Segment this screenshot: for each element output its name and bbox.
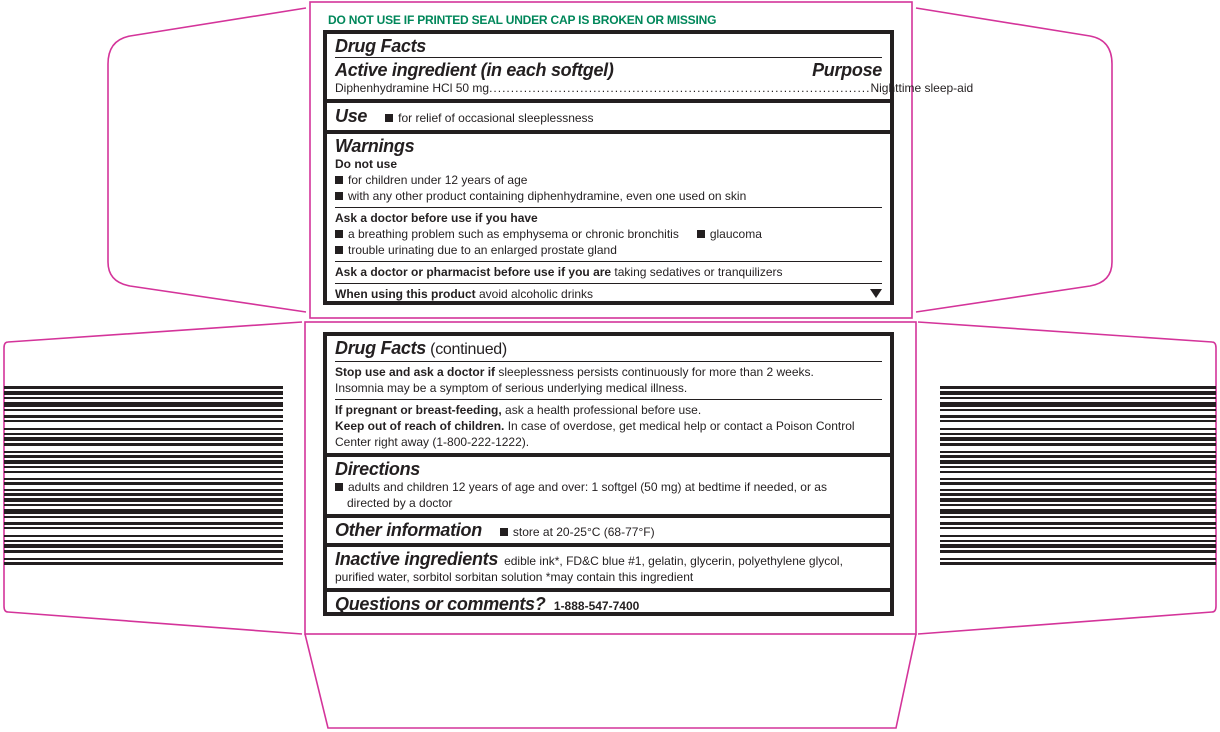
stripe [940, 415, 1216, 418]
bullet-icon [335, 192, 343, 200]
stripe [4, 516, 283, 518]
stripe [4, 420, 283, 422]
stripe [4, 437, 283, 441]
ask-doctor-item: glaucoma [709, 227, 762, 241]
stripe [4, 482, 283, 485]
bullet-icon [335, 230, 343, 238]
warnings-heading: Warnings [335, 136, 415, 156]
continued-label: (continued) [426, 341, 507, 358]
stripe [940, 489, 1216, 491]
stripe [940, 522, 1216, 525]
storage-text: store at 20-25°C (68-77°F) [512, 525, 655, 539]
stripe [940, 397, 1216, 399]
stripe [940, 409, 1216, 411]
stripe [940, 478, 1216, 480]
stripe [4, 433, 283, 435]
bullet-icon [385, 114, 393, 122]
stripe [4, 391, 283, 395]
stripe [4, 558, 283, 560]
stripe [4, 397, 283, 399]
stripe [940, 471, 1216, 473]
phone-number: 1-888-547-7400 [553, 599, 640, 613]
stripe [4, 443, 283, 446]
pregnant-text: ask a health professional before use. [501, 403, 702, 417]
use-heading: Use [335, 106, 368, 126]
stripe [4, 489, 283, 491]
stripe [940, 516, 1216, 518]
stripe [4, 562, 283, 565]
stripe [4, 493, 283, 496]
when-using-text: avoid alcoholic drinks [475, 287, 594, 301]
keep-out-heading: Keep out of reach of children. [335, 419, 505, 433]
ask-pharmacist-text: taking sedatives or tranquilizers [611, 265, 783, 279]
inactive-ingredients-text-2: purified water, sorbitol sorbitan solution *may contain this ingredient [335, 570, 694, 584]
barcode-stripes-left [4, 386, 283, 565]
purpose-heading: Purpose [812, 60, 882, 80]
stop-use-heading: Stop use and ask a doctor if [335, 365, 496, 379]
stripe [4, 527, 283, 529]
stripe [940, 540, 1216, 542]
seal-warning: DO NOT USE IF PRINTED SEAL UNDER CAP IS BROKEN OR MISSING [328, 13, 717, 27]
stripe [4, 498, 283, 502]
inactive-ingredients-text: edible ink*, FD&C blue #1, gelatin, glycerin, polyethylene glycol, [504, 554, 843, 568]
stripe [940, 402, 1216, 407]
ask-doctor-heading: Ask a doctor before use if you have [335, 211, 538, 225]
stripe [4, 466, 283, 468]
stripe [4, 386, 283, 389]
questions-heading: Questions or comments? [335, 594, 546, 614]
bullet-icon [335, 246, 343, 254]
active-ingredient: Diphenhydramine HCl 50 mg [335, 81, 490, 95]
stripe [940, 550, 1216, 553]
directions-heading: Directions [335, 459, 421, 479]
stripe [940, 460, 1216, 464]
stripe [4, 544, 283, 548]
stripe [940, 482, 1216, 485]
bullet-icon [500, 528, 508, 536]
stripe [940, 386, 1216, 389]
stripe [4, 550, 283, 553]
other-information-heading: Other information [335, 520, 482, 540]
stripe [4, 478, 283, 480]
stripe [4, 522, 283, 525]
stripe [940, 498, 1216, 502]
do-not-use-heading: Do not use [335, 157, 397, 171]
bullet-icon [335, 483, 343, 491]
stripe [940, 544, 1216, 548]
stripe [4, 471, 283, 473]
bullet-icon [697, 230, 705, 238]
keep-out-text: In case of overdose, get medical help or contact a Poison Control [504, 419, 855, 433]
stripe [4, 460, 283, 464]
leader-dots: ........................................................................................ [489, 81, 871, 95]
stripe [940, 527, 1216, 529]
do-not-use-item: with any other product containing diphenhydramine, even one used on skin [348, 189, 747, 203]
stripe [940, 433, 1216, 435]
purpose-text: Nighttime sleep-aid [870, 81, 974, 95]
stripe [940, 558, 1216, 560]
stripe [4, 409, 283, 411]
barcode-stripes-right [940, 386, 1216, 565]
stripe [4, 451, 283, 453]
stripe [940, 466, 1216, 468]
stripe [940, 455, 1216, 458]
drug-facts-continued-panel [323, 332, 894, 616]
stripe [4, 535, 283, 537]
stripe [940, 428, 1216, 430]
drug-facts-title: Drug Facts [335, 338, 427, 358]
ask-doctor-item: a breathing problem such as emphysema or chronic bronchitis [348, 227, 679, 241]
poison-control-text: Center right away (1-800-222-1222). [335, 435, 530, 449]
do-not-use-item: for children under 12 years of age [348, 173, 528, 187]
when-using-heading: When using this product [335, 287, 476, 301]
drug-facts-title: Drug Facts [335, 36, 427, 56]
stop-use-text-2: Insomnia may be a symptom of serious underlying medical illness. [335, 381, 688, 395]
stripe [4, 509, 283, 514]
stripe [4, 402, 283, 407]
stop-use-text: sleeplessness persists continuously for more than 2 weeks. [495, 365, 814, 379]
pregnant-heading: If pregnant or breast-feeding, [335, 403, 502, 417]
stripe [940, 509, 1216, 514]
stripe [940, 420, 1216, 422]
stripe [4, 455, 283, 458]
ask-pharmacist-heading: Ask a doctor or pharmacist before use if you are [335, 265, 612, 279]
inactive-ingredients-heading: Inactive ingredients [335, 549, 499, 569]
drug-facts-panel [323, 30, 974, 305]
directions-text: adults and children 12 years of age and over: 1 softgel (50 mg) at bedtime if needed, or as [348, 480, 827, 494]
stripe [4, 415, 283, 418]
stripe [4, 428, 283, 430]
directions-text-2: directed by a doctor [347, 496, 453, 510]
stripe [4, 540, 283, 542]
stripe [4, 504, 283, 506]
bullet-icon [335, 176, 343, 184]
ask-doctor-item: trouble urinating due to an enlarged prostate gland [348, 243, 617, 257]
stripe [940, 451, 1216, 453]
continued-arrow-icon [870, 289, 882, 298]
stripe [940, 562, 1216, 565]
stripe [940, 504, 1216, 506]
stripe [940, 443, 1216, 446]
stripe [940, 535, 1216, 537]
active-ingredient-heading: Active ingredient (in each softgel) [335, 60, 614, 80]
stripe [940, 493, 1216, 496]
use-item: for relief of occasional sleeplessness [398, 111, 594, 125]
stripe [940, 391, 1216, 395]
stripe [940, 437, 1216, 441]
